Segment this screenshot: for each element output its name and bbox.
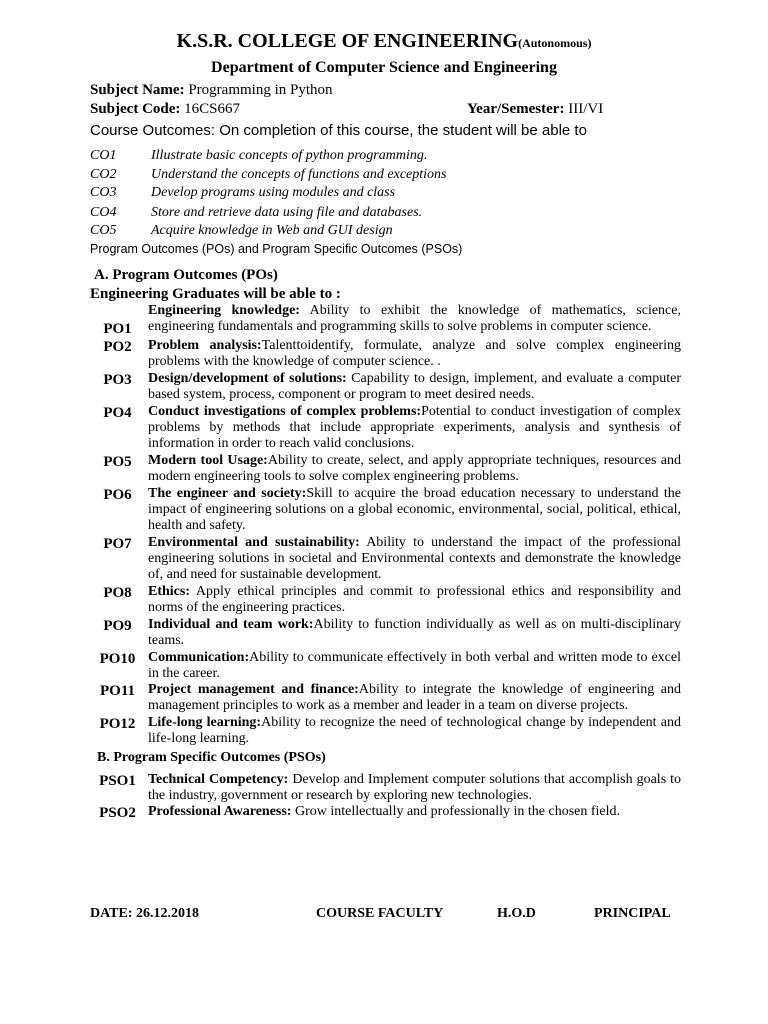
po-description (148, 404, 681, 452)
co-text: Acquire knowledge in Web and GUI design (151, 223, 393, 238)
college-name: K.S.R. COLLEGE OF ENGINEERING (176, 30, 519, 52)
subject-name-value: Programming in Python (184, 82, 333, 98)
po-description (148, 453, 681, 485)
department-title: Department of Computer Science and Engineering (211, 59, 557, 76)
po-text: Ability to function individually as well as on multi-disciplinary teams. (148, 617, 681, 648)
subject-name-label: Subject Name: (90, 82, 185, 98)
co-code: CO1 (90, 148, 117, 163)
po-description (148, 486, 681, 534)
po-title: Design/development of solutions: (148, 371, 347, 386)
co-text: Understand the concepts of functions and exceptions (151, 167, 447, 182)
po-title: Project management and finance: (148, 682, 359, 697)
po-title: Communication: (148, 650, 250, 665)
po-text: Ability to exhibit the knowledge of mathematics, science, engineering fundamentals and programming skills to solve problems in computer science. (148, 303, 681, 334)
po-title: Environmental and sustainability: (148, 535, 360, 550)
footer-course-faculty: COURSE FACULTY (316, 906, 444, 921)
po-description (148, 338, 681, 370)
co-code: CO4 (90, 205, 117, 220)
po-code: PO8 (103, 585, 132, 601)
po-title: Problem analysis: (148, 338, 262, 353)
po-text: Ability to communicate effectively in both verbal and written mode to excel in the career. (148, 650, 681, 681)
po-code: PO6 (103, 487, 132, 503)
po-text: Potential to conduct investigation of complex problems by methods that include appropriate experiments, analysis and synthesis of information in order to reach valid conclusions. (148, 404, 681, 451)
po-code: PO9 (103, 618, 132, 634)
co-text: Develop programs using modules and class (151, 185, 396, 200)
course-outcomes-intro: Course Outcomes: On completion of this course, the student will be able to (90, 122, 587, 139)
pso-description (148, 804, 681, 820)
course-outcome-item (90, 223, 393, 239)
subject-name-line (90, 82, 333, 99)
po-code: PO11 (99, 683, 135, 699)
po-text: Skill to acquire the broad education necessary to understand the impact of engineering solutions on a global economic, environmental, social, political, ethical, health and safety. (148, 486, 681, 533)
autonomous-label: (Autonomous) (518, 36, 592, 50)
po-text: Ability to create, select, and apply appropriate techniques, resources and modern engineering tools to solve complex engineering problems. (148, 453, 681, 484)
graduates-heading: Engineering Graduates will be able to : (90, 286, 341, 302)
pso-code: PSO1 (99, 773, 136, 789)
subject-code-label: Subject Code: (90, 101, 181, 117)
po-text: Talenttoidentify, formulate, analyze and solve complex engineering problems with the knowledge of computer science. . (148, 338, 681, 369)
po-pso-intro: Program Outcomes (POs) and Program Specific Outcomes (PSOs) (90, 242, 463, 256)
po-description (148, 682, 681, 714)
college-title (0, 30, 768, 53)
po-description (148, 371, 681, 403)
pso-text: Grow intellectually and professionally in the chosen field. (291, 804, 621, 819)
po-code: PO12 (99, 716, 136, 732)
co-code: CO2 (90, 167, 117, 182)
co-text: Store and retrieve data using file and databases. (151, 205, 423, 220)
section-b-heading: B. Program Specific Outcomes (PSOs) (97, 750, 326, 765)
pso-title: Technical Competency: (148, 772, 289, 787)
course-outcome-item (90, 167, 447, 183)
po-text: Ability to recognize the need of technological change by independent and life-long learning. (148, 715, 681, 746)
subject-code-value: 16CS667 (180, 101, 241, 117)
po-text: Ability to understand the impact of the professional engineering solutions in societal and Environmental contexts and demonstrate the knowledge of, and need for sustainable development. (148, 535, 681, 582)
year-semester-label: Year/Semester: (467, 101, 565, 117)
po-code: PO2 (103, 339, 132, 355)
course-outcome-item (90, 205, 422, 221)
po-description (148, 535, 681, 583)
co-code: CO3 (90, 185, 117, 200)
pso-code: PSO2 (99, 805, 136, 821)
po-code: PO4 (103, 405, 132, 421)
po-code: PO3 (103, 372, 132, 388)
po-description (148, 303, 681, 335)
course-outcome-item (90, 148, 427, 164)
co-text: Illustrate basic concepts of python programming. (151, 148, 428, 163)
po-code: PO5 (103, 454, 132, 470)
po-title: Individual and team work: (148, 617, 314, 632)
pso-text: Develop and Implement computer solutions that accomplish goals to the industry, government or research by exploring new technologies. (148, 772, 682, 803)
co-code: CO5 (90, 223, 117, 238)
footer-date: DATE: 26.12.2018 (90, 906, 200, 921)
po-description (148, 584, 681, 616)
pso-description (148, 772, 681, 804)
po-title: Life-long learning: (148, 715, 262, 730)
po-title: Conduct investigations of complex problems: (148, 404, 422, 419)
po-code: PO10 (99, 651, 136, 667)
footer-principal: PRINCIPAL (594, 906, 671, 921)
po-description (148, 715, 681, 747)
po-code: PO7 (103, 536, 132, 552)
po-title: Engineering knowledge: (148, 303, 300, 318)
pso-title: Professional Awareness: (148, 804, 292, 819)
footer-hod: H.O.D (497, 906, 536, 921)
po-title: The engineer and society: (148, 486, 307, 501)
year-semester-value: III/VI (564, 101, 604, 117)
subject-code-line (90, 101, 240, 118)
po-code: PO1 (103, 321, 132, 337)
po-text: Capability to design, implement, and evaluate a computer based system, process, component or program to meet desired needs. (148, 371, 681, 402)
po-text: Apply ethical principles and commit to professional ethics and responsibility and norms of the engineering practices. (148, 584, 681, 615)
po-description (148, 650, 681, 682)
year-semester-line (467, 101, 603, 118)
po-title: Ethics: (148, 584, 190, 599)
po-title: Modern tool Usage: (148, 453, 268, 468)
course-outcome-item (90, 185, 395, 201)
po-text: Ability to integrate the knowledge of engineering and management principles to work as a member and leader in a team on diverse projects. (148, 682, 681, 713)
section-a-heading: A. Program Outcomes (POs) (94, 267, 278, 283)
po-description (148, 617, 681, 649)
